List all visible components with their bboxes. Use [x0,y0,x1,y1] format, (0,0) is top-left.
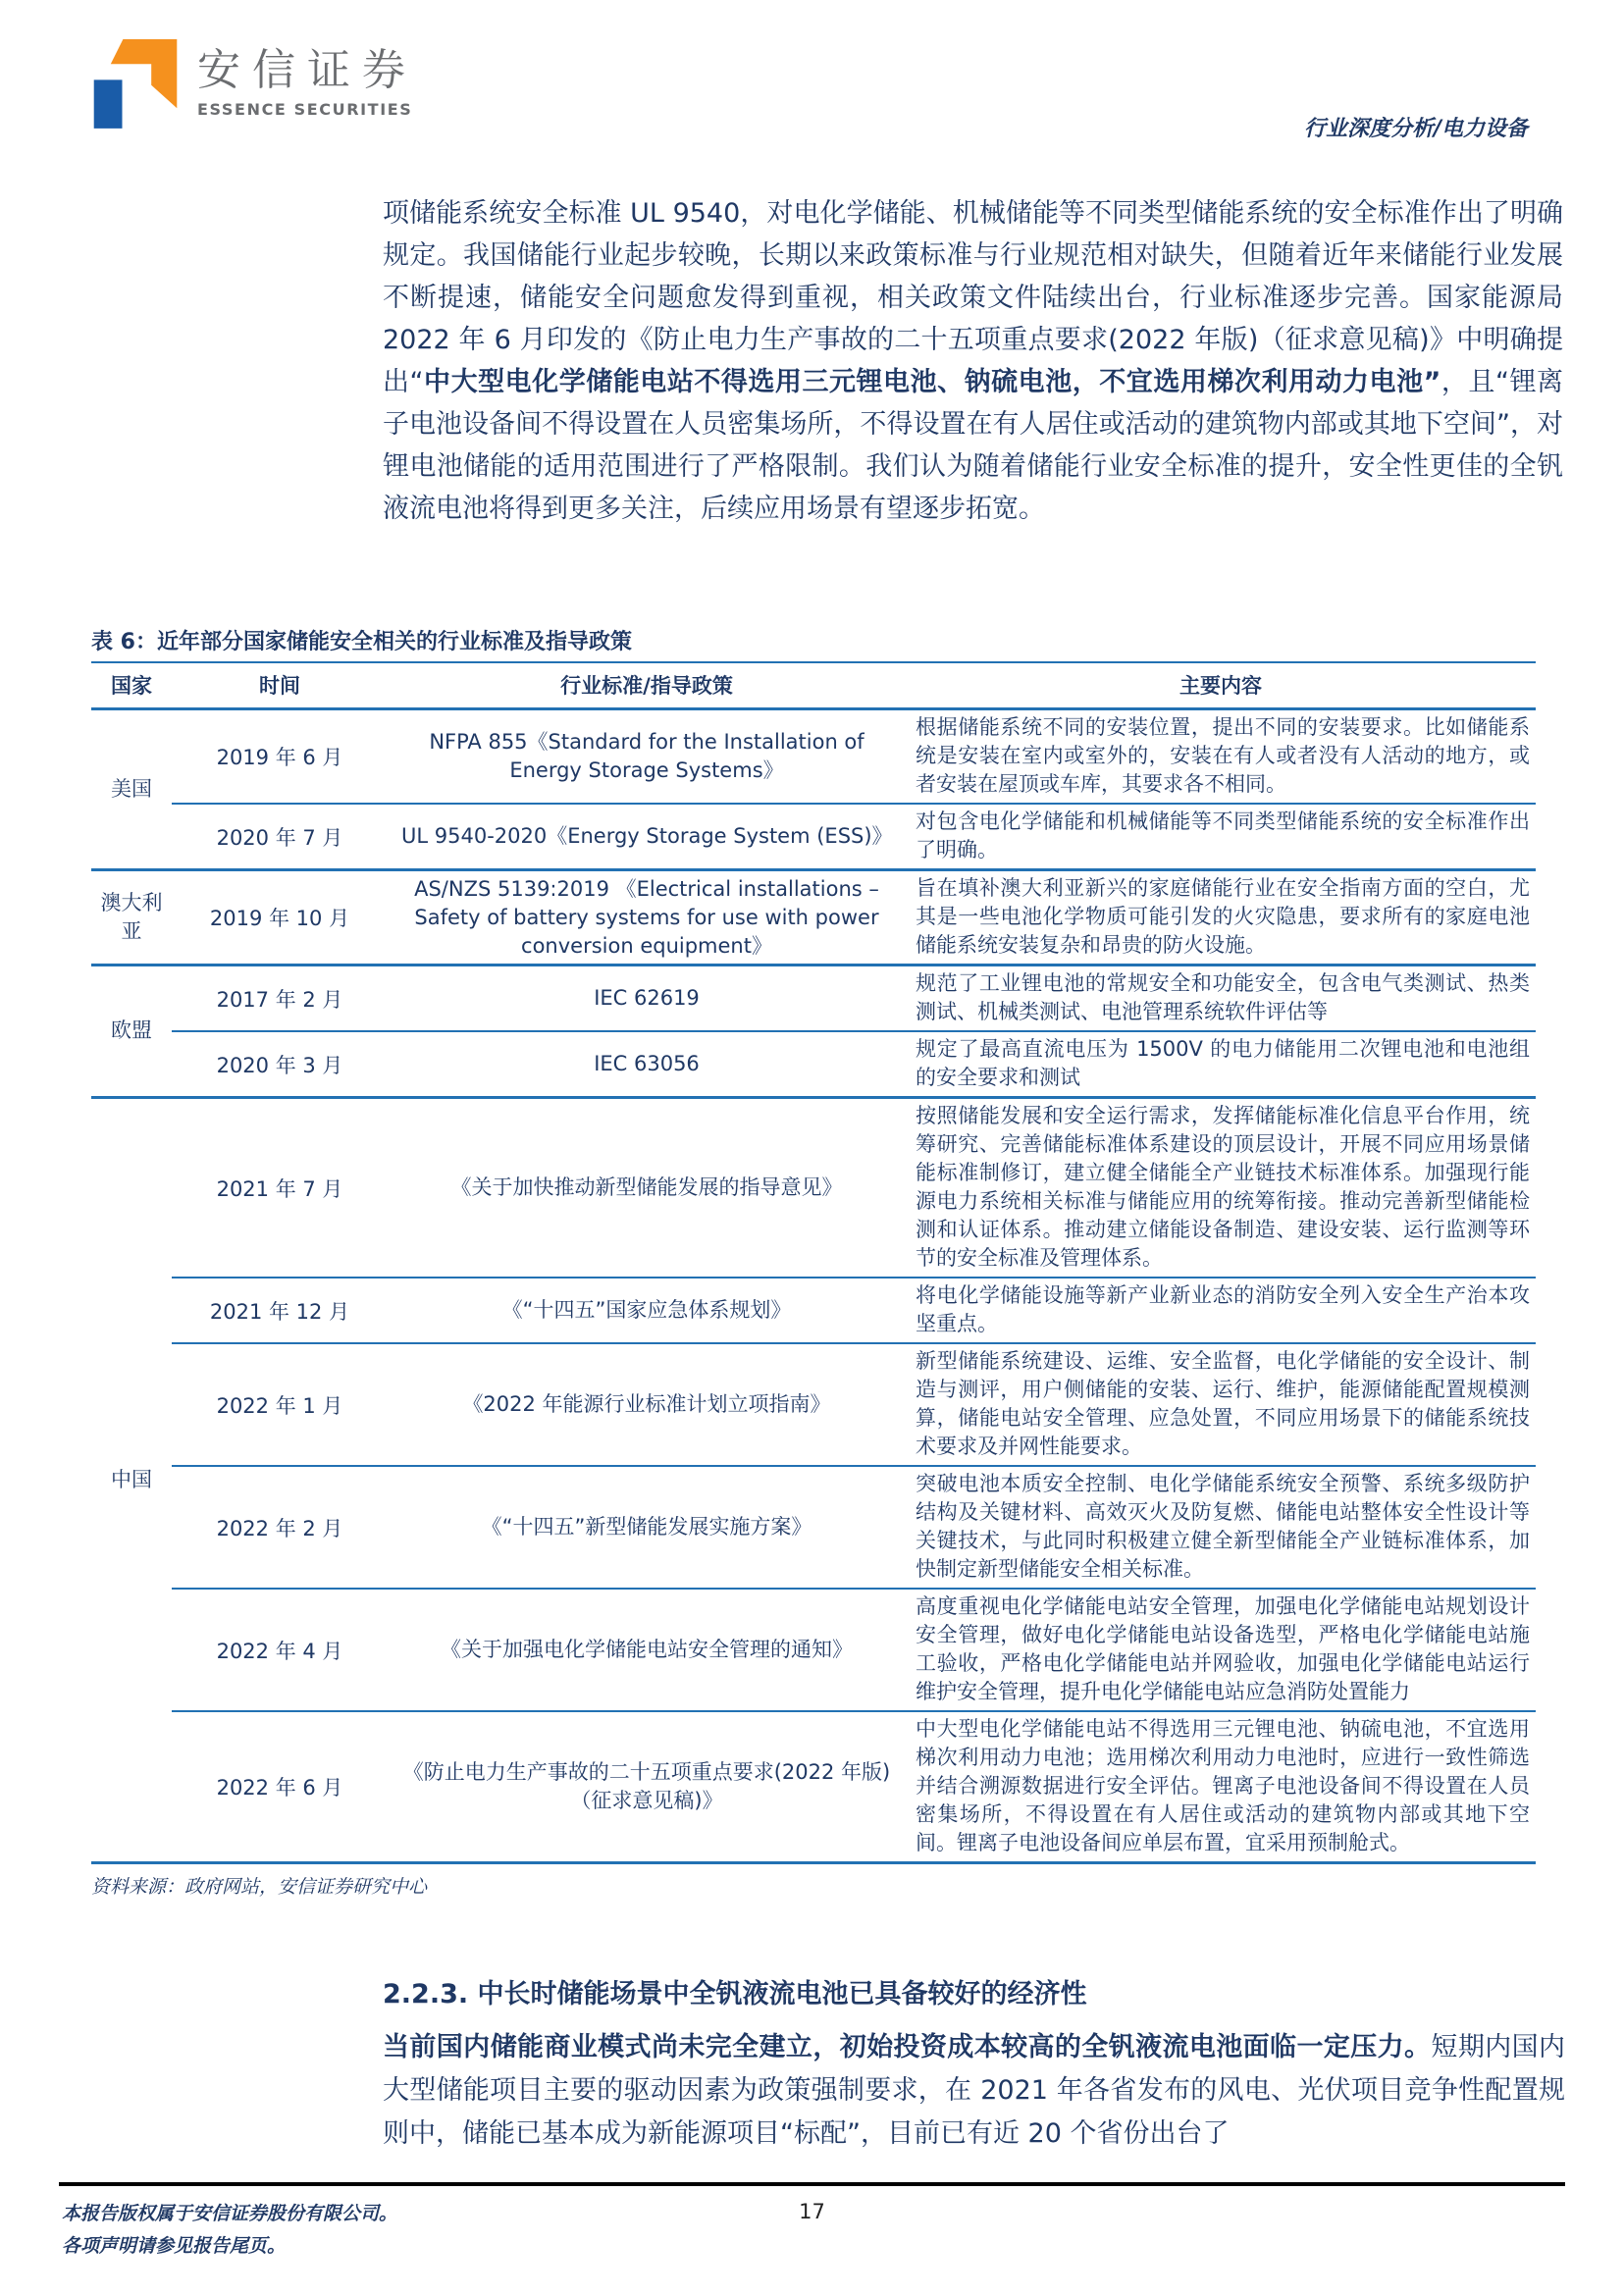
country-cell: 中国 [91,1098,172,1863]
table-row [91,1343,1536,1466]
time-cell: 2020 年 7 月 [172,804,388,870]
table-row [91,1466,1536,1589]
table-row [91,1589,1536,1711]
logo-text [197,37,417,119]
content-cell: 旨在填补澳大利亚新兴的家庭储能行业在安全指南方面的空白，尤其是一些电池化学物质可能引发的火灾隐患，要求所有的家庭电池储能系统安装复杂和昂贵的防火设施。 [906,870,1536,965]
table-row [91,1098,1536,1278]
policy-cell: 《关于加强电化学储能电站安全管理的通知》 [388,1589,906,1711]
policy-cell: IEC 63056 [388,1031,906,1098]
policy-cell: AS/NZS 5139:2019 《Electrical installations – Safety of battery systems for use with power conversion equipment》 [388,870,906,965]
content-cell: 规范了工业锂电池的常规安全和功能安全，包含电气类测试、热类测试、机械类测试、电池管理系统软件评估等 [906,965,1536,1032]
table-6-block [91,625,1536,1899]
header-content: 主要内容 [906,663,1536,709]
table-title: 表 6：近年部分国家储能安全相关的行业标准及指导政策 [91,625,1536,663]
logo-icon [91,37,180,130]
country-cell: 澳大利亚 [91,870,172,965]
content-cell: 按照储能发展和安全运行需求，发挥储能标准化信息平台作用，统筹研究、完善储能标准体系建设的顶层设计，开展不同应用场景储能标准制修订，建立健全储能全产业链技术标准体系。加强现行能源电力系统相关标准与储能应用的统筹衔接。推动完善新型储能检测和认证体系。推动建立储能设备制造、建设安装、运行监测等环节的安全标准及管理体系。 [906,1098,1536,1278]
logo-blue-shape [94,79,123,128]
policy-cell: NFPA 855《Standard for the Installation of Energy Storage Systems》 [388,709,906,805]
content-cell: 中大型电化学储能电站不得选用三元锂电池、钠硫电池，不宜选用梯次利用动力电池；选用梯次利用动力电池时，应进行一致性筛选并结合溯源数据进行安全评估。锂离子电池设备间不得设置在人员密集场所，不得设置在有人居住或活动的建筑物内部或其地下空间。锂离子电池设备间应单层布置，宜采用预制舱式。 [906,1711,1536,1863]
table-source-note: 资料来源：政府网站，安信证券研究中心 [91,1876,428,1898]
content-cell: 将电化学储能设施等新产业新业态的消防安全列入安全生产治本攻坚重点。 [906,1278,1536,1343]
time-cell: 2022 年 2 月 [172,1466,388,1589]
page-number: 17 [799,2200,825,2223]
policy-cell: 《2022 年能源行业标准计划立项指南》 [388,1343,906,1466]
footer-divider [59,2182,1565,2186]
table-row [91,709,1536,805]
table-row [91,1031,1536,1098]
table-row [91,804,1536,870]
brand-name-en: ESSENCE SECURITIES [197,100,413,119]
table-row [91,870,1536,965]
table-row [91,1278,1536,1343]
section-body-text: 短期内国内大型储能项目主要的驱动因素为政策强制要求，在 2021 年各省发布的风电、光伏项目竞争性配置规则中，储能已基本成为新能源项目“标配”，目前已有近 20 个省份出台了 [383,2032,1566,2149]
time-cell: 2019 年 6 月 [172,709,388,805]
content-cell: 规定了最高直流电压为 1500V 的电力储能用二次锂电池和电池组的安全要求和测试 [906,1031,1536,1098]
policy-table-body [91,709,1536,1863]
time-cell: 2020 年 3 月 [172,1031,388,1098]
intro-text-part2: ，且“锂离子电池设备间不得设置在人员密集场所，不得设置在有人居住或活动的建筑物内部或其地下空间”，对锂电池储能的适用范围进行了严格限制。我们认为随着储能行业安全标准的提升，安全性更佳的全钒液流电池将得到更多关注，后续应用场景有望逐步拓宽。 [383,367,1563,524]
company-logo [91,37,417,130]
intro-text-part1: 项储能系统安全标准 UL 9540，对电化学储能、机械储能等不同类型储能系统的安全标准作出了明确规定。我国储能行业起步较晚，长期以来政策标准与行业规范相对缺失，但随着近年来储能行业发展不断提速，储能安全问题愈发得到重视，相关政策文件陆续出台，行业标准逐步完善。国家能源局 2022 年 6 月印发的《防止电力生产事故的二十五项重点要求(2022 年版)（征求意见稿)》中明确提出“ [383,198,1563,397]
content-cell: 高度重视电化学储能电站安全管理，加强电化学储能电站规划设计安全管理，做好电化学储能电站设备选型，严格电化学储能电站施工验收，严格电化学储能电站并网验收，加强电化学储能电站运行维护安全管理，提升电化学储能电站应急消防处置能力 [906,1589,1536,1711]
policy-cell: 《“十四五”新型储能发展实施方案》 [388,1466,906,1589]
content-cell: 对包含电化学储能和机械储能等不同类型储能系统的安全标准作出了明确。 [906,804,1536,870]
policy-cell: UL 9540-2020《Energy Storage System (ESS)》 [388,804,906,870]
policy-table [91,663,1536,1864]
section-heading: 2.2.3. 中长时储能场景中全钒液流电池已具备较好的经济性 [383,1979,1087,2009]
policy-cell: 《“十四五”国家应急体系规划》 [388,1278,906,1343]
brand-name-cn: 安信证券 [197,45,417,95]
section-bold-lead: 当前国内储能商业模式尚未完全建立，初始投资成本较高的全钒液流电池面临一定压力。 [383,2032,1432,2062]
intro-paragraph [383,192,1563,530]
report-type-label: 行业深度分析/电力设备 [1303,117,1528,141]
content-cell: 根据储能系统不同的安装位置，提出不同的安装要求。比如储能系统是安装在室内或室外的，安装在有人或者没有人活动的地方，或者安装在屋顶或车库，其要求各不相同。 [906,709,1536,805]
table-header-row [91,663,1536,709]
country-cell: 美国 [91,709,172,870]
time-cell: 2022 年 6 月 [172,1711,388,1863]
policy-cell: 《关于加快推动新型储能发展的指导意见》 [388,1098,906,1278]
footer-line2: 各项声明请参见报告尾页。 [62,2235,287,2257]
time-cell: 2017 年 2 月 [172,965,388,1032]
table-row [91,965,1536,1032]
header-country: 国家 [91,663,172,709]
header-policy: 行业标准/指导政策 [388,663,906,709]
time-cell: 2022 年 1 月 [172,1343,388,1466]
time-cell: 2021 年 7 月 [172,1098,388,1278]
time-cell: 2019 年 10 月 [172,870,388,965]
policy-cell: IEC 62619 [388,965,906,1032]
time-cell: 2022 年 4 月 [172,1589,388,1711]
header-time: 时间 [172,663,388,709]
section-223 [383,1972,1565,2156]
content-cell: 新型储能系统建设、运维、安全监督，电化学储能的安全设计、制造与测评，用户侧储能的安装、运行、维护，能源储能配置规模测算，储能电站安全管理、应急处置，不同应用场景下的储能系统技术要求及并网性能要求。 [906,1343,1536,1466]
section-paragraph [383,2026,1565,2156]
footer-line1: 本报告版权属于安信证券股份有限公司。 [62,2203,398,2224]
policy-cell: 《防止电力生产事故的二十五项重点要求(2022 年版)（征求意见稿)》 [388,1711,906,1863]
country-cell: 欧盟 [91,965,172,1098]
content-cell: 突破电池本质安全控制、电化学储能系统安全预警、系统多级防护结构及关键材料、高效灭火及防复燃、储能电站整体安全性设计等关键技术，与此同时积极建立健全新型储能全产业链标准体系，加快制定新型储能安全相关标准。 [906,1466,1536,1589]
time-cell: 2021 年 12 月 [172,1278,388,1343]
table-row [91,1711,1536,1863]
intro-text-bold: 中大型电化学储能电站不得选用三元锂电池、钠硫电池，不宜选用梯次利用动力电池” [423,367,1441,397]
